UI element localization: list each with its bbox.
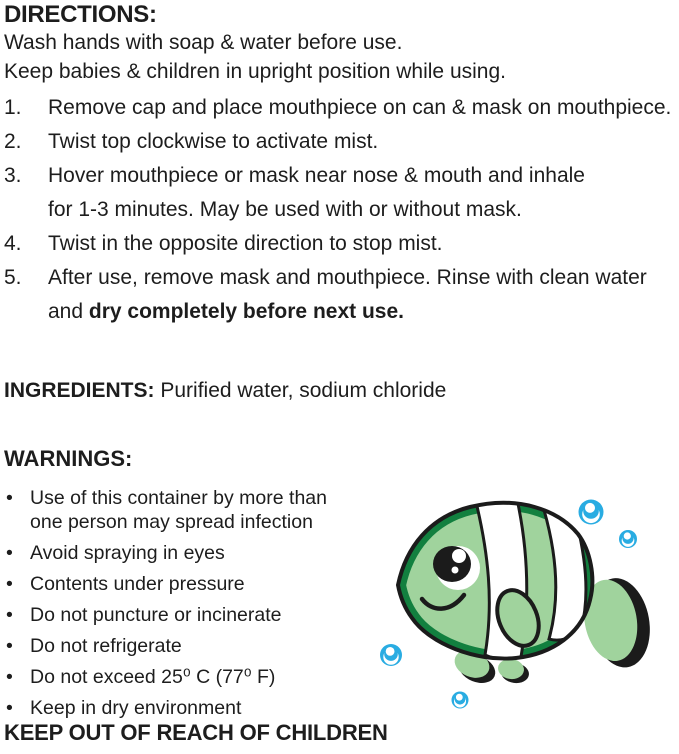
warning-text: Do not puncture or incinerate	[30, 603, 282, 626]
bullet-icon: •	[6, 487, 13, 509]
ingredients-label: INGREDIENTS:	[4, 379, 155, 402]
step-number: 4.	[4, 232, 22, 255]
directions-intro-line: Keep babies & children in upright position while using.	[4, 60, 506, 83]
warning-item	[6, 635, 362, 659]
bullet-icon: •	[6, 541, 13, 564]
clownfish-svg	[368, 472, 670, 749]
keep-out-of-reach-warning: KEEP OUT OF REACH OF CHILDREN	[4, 720, 388, 745]
step-text: Twist top clockwise to activate mist.	[48, 130, 379, 153]
step-text: for 1-3 minutes. May be used with or without mask.	[48, 198, 522, 221]
warning-item	[6, 542, 362, 566]
step-number: 3.	[4, 164, 22, 187]
step-number: 5.	[4, 266, 22, 289]
step-number: 1.	[4, 96, 22, 119]
warnings-list	[6, 487, 362, 728]
warning-item	[6, 666, 362, 690]
step-text: and dry completely before next use.	[48, 300, 404, 323]
warning-item	[6, 697, 362, 721]
warning-item	[6, 487, 362, 534]
step-text: Remove cap and place mouthpiece on can & mask on mouthpiece.	[48, 96, 672, 119]
direction-step	[4, 159, 679, 227]
warning-text: Keep in dry environment	[30, 696, 242, 719]
bullet-icon: •	[6, 572, 13, 595]
step-text: Hover mouthpiece or mask near nose & mouth and inhale	[48, 164, 585, 187]
ingredients-text: Purified water, sodium chloride	[154, 379, 447, 402]
warning-text: Avoid spraying in eyes	[30, 541, 225, 564]
direction-step	[4, 261, 679, 329]
directions-section	[4, 1, 679, 329]
bullet-icon: •	[6, 696, 13, 719]
bullet-icon: •	[6, 603, 13, 626]
bubble-icon	[380, 644, 402, 666]
warning-item	[6, 604, 362, 628]
bullet-icon: •	[6, 634, 13, 657]
directions-heading: DIRECTIONS:	[4, 1, 157, 28]
warning-text: Do not refrigerate	[30, 634, 182, 657]
bubble-icon	[619, 530, 637, 548]
fish-illustration	[368, 472, 670, 749]
warning-item	[6, 573, 362, 597]
directions-intro-line: Wash hands with soap & water before use.	[4, 31, 403, 54]
direction-step	[4, 91, 679, 125]
direction-step	[4, 227, 679, 261]
directions-steps	[4, 91, 679, 329]
bullet-icon: •	[6, 665, 13, 688]
direction-step	[4, 125, 679, 159]
warnings-heading: WARNINGS:	[4, 446, 133, 471]
warning-text: Use of this container by more than one person may spread infection	[30, 487, 327, 533]
bubble-icon	[579, 500, 604, 525]
warning-text: Do not exceed 25⁰ C (77⁰ F)	[30, 665, 276, 688]
bubble-icon	[452, 692, 469, 709]
step-text: Twist in the opposite direction to stop mist.	[48, 232, 443, 255]
warning-text: Contents under pressure	[30, 572, 245, 595]
ingredients-section	[4, 377, 446, 405]
step-number: 2.	[4, 130, 22, 153]
step-text: After use, remove mask and mouthpiece. Rinse with clean water	[48, 266, 647, 289]
step-text-bold: dry completely before next use.	[88, 300, 404, 323]
